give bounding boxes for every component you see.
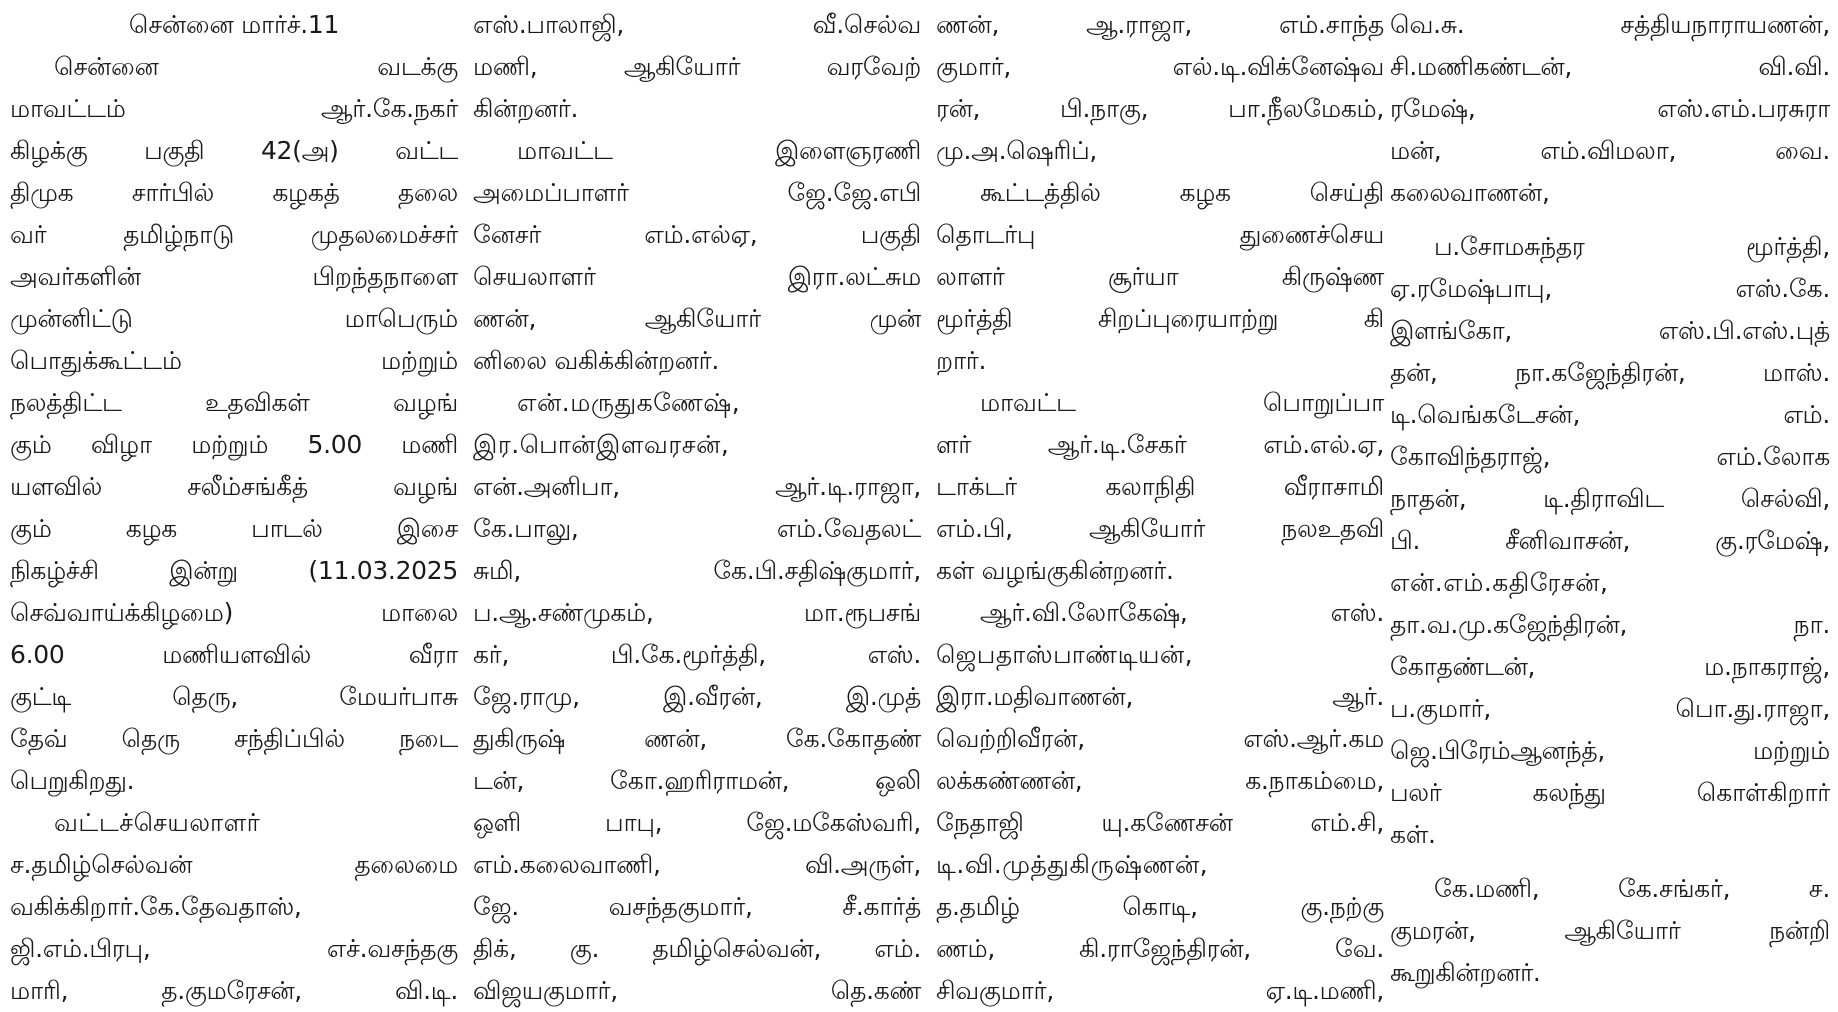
- text-line: சி.மணிகண்டன், வி.வி.: [1390, 52, 1830, 81]
- text-line: கோதண்டன், ம.நாகராஜ்,: [1390, 652, 1830, 681]
- text-line: இளங்கோ, எஸ்.பி.எஸ்.புத்: [1390, 316, 1830, 345]
- paragraph-gap: [1390, 856, 1830, 868]
- text-line: ணம், கி.ராஜேந்திரன், வே.: [936, 934, 1384, 963]
- text-line: மாவட்டம் ஆர்.கே.நகர்: [10, 94, 458, 123]
- text-line: மாவட்ட இளைஞரணி: [517, 136, 921, 165]
- text-line: என்.மருதுகணேஷ்,: [517, 388, 741, 417]
- text-line: சுமி, கே.பி.சதிஷ்குமார்,: [473, 556, 921, 585]
- text-line: பெறுகிறது.: [10, 766, 135, 795]
- text-line: நேதாஜி யு.கணேசன் எம்.சி,: [936, 808, 1384, 837]
- text-line: முன்னிட்டு மாபெரும்: [10, 304, 458, 333]
- text-line: கே.மணி, கே.சங்கர், ச.: [1434, 874, 1830, 903]
- text-line: கிழக்கு பகுதி 42(அ) வட்ட: [10, 136, 458, 165]
- text-line: அமைப்பாளர் ஜே.ஜே.எபி: [473, 178, 921, 207]
- text-line: ரன், பி.நாகு, பா.நீலமேகம்,: [936, 94, 1384, 123]
- text-line: லாளர் சூர்யா கிருஷ்ண: [936, 262, 1384, 291]
- text-line: வகிக்கிறார்.கே.தேவதாஸ்,: [10, 892, 302, 921]
- text-line: ஜெபதாஸ்பாண்டியன்,: [936, 640, 1194, 669]
- text-line: ஜி.எம்.பிரபு, எச்.வசந்தகு: [10, 934, 458, 963]
- text-line: நாதன், டி.திராவிட செல்வி,: [1390, 484, 1830, 513]
- text-line: எம்.கலைவாணி, வி.அருள்,: [473, 850, 921, 879]
- text-line: செயலாளர் இரா.லட்சும: [473, 262, 921, 291]
- text-line: சிவகுமார், ஏ.டி.மணி,: [936, 976, 1384, 1005]
- text-line: கலைவாணன்,: [1390, 178, 1550, 207]
- text-line: கர், பி.கே.மூர்த்தி, எஸ்.: [473, 640, 921, 669]
- text-line: மாரி, த.குமரேசன், வி.டி.: [10, 976, 458, 1005]
- text-line: மு.அ.ஷெரிப்,: [936, 136, 1098, 165]
- text-line: நிகழ்ச்சி இன்று (11.03.2025: [10, 556, 458, 585]
- text-line: பொதுக்கூட்டம் மற்றும்: [10, 346, 458, 375]
- text-line: ணன், ஆகியோர் முன்: [473, 304, 921, 333]
- text-line: ப.குமார், பொ.து.ராஜா,: [1390, 694, 1830, 723]
- text-line: தன், நா.கஜேந்திரன், மாஸ்.: [1390, 358, 1830, 387]
- text-line: கே.பாலு, எம்.வேதலட்: [473, 514, 921, 543]
- text-line: ஜே.ராமு, இ.வீரன், இ.முத்: [473, 682, 921, 711]
- text-line: கின்றனர்.: [473, 94, 579, 123]
- text-line: டி.வி.முத்துகிருஷ்ணன்,: [936, 850, 1209, 879]
- text-line: அவர்களின் பிறந்தநாளை: [10, 262, 458, 291]
- text-line: டி.வெங்கடேசன், எம்.: [1390, 400, 1830, 429]
- text-line: துகிருஷ் ணன், கே.கோதண்: [473, 724, 921, 753]
- text-line: ஒளி பாபு, ஜே.மகேஸ்வரி,: [473, 808, 921, 837]
- article-column-4: [1390, 4, 1830, 987]
- text-line: வட்டச்செயலாளர்: [54, 808, 261, 837]
- text-line: ப.ஆ.சண்முகம், மா.ரூபசங்: [473, 598, 921, 627]
- text-line: லக்கண்ணன், க.நாகம்மை,: [936, 766, 1384, 795]
- text-line: ஜே. வசந்தகுமார், சீ.கார்த்: [473, 892, 921, 921]
- text-line: இரா.மதிவாணன், ஆர்.: [936, 682, 1384, 711]
- text-line: டன், கோ.ஹரிராமன், ஒலி: [473, 766, 921, 795]
- text-line: ச.தமிழ்செல்வன் தலைமை: [10, 850, 458, 879]
- text-line: கும் விழா மற்றும் 5.00 மணி: [10, 430, 458, 459]
- text-line: ணன், ஆ.ராஜா, எம்.சாந்த: [936, 10, 1384, 39]
- text-line: த.தமிழ் கொடி, கு.நற்கு: [936, 892, 1384, 921]
- text-line: தொடர்பு துணைச்செய: [936, 220, 1384, 249]
- text-line: ஆர்.வி.லோகேஷ், எஸ்.: [980, 598, 1384, 627]
- paragraph-gap: [1390, 214, 1830, 226]
- text-line: செவ்வாய்க்கிழமை) மாலை: [10, 598, 458, 627]
- text-line: கூட்டத்தில் கழக செய்தி: [980, 178, 1384, 207]
- text-line: ளர் ஆர்.டி.சேகர் எம்.எல்.ஏ,: [936, 430, 1384, 459]
- text-line: ஜெ.பிரேம்ஆனந்த், மற்றும்: [1390, 736, 1830, 765]
- text-line: னேசர் எம்.எல்ஏ, பகுதி: [473, 220, 921, 249]
- text-line: மாவட்ட பொறுப்பா: [980, 388, 1384, 417]
- text-line: மூர்த்தி சிறப்புரையாற்று கி: [936, 304, 1384, 333]
- article-column-1: [10, 4, 458, 1005]
- text-line: குமார், எல்.டி.விக்னேஷ்வ: [936, 52, 1384, 81]
- text-line: திக், கு. தமிழ்செல்வன், எம்.: [473, 934, 921, 963]
- text-line: கூறுகின்றனர்.: [1390, 958, 1541, 987]
- article-column-3: [936, 4, 1384, 1005]
- text-line: ப.சோமசுந்தர மூர்த்தி,: [1434, 232, 1830, 261]
- text-line: னிலை வகிக்கின்றனர்.: [473, 346, 720, 375]
- text-line: என்.அனிபா, ஆர்.டி.ராஜா,: [473, 472, 921, 501]
- text-line: றார்.: [936, 346, 987, 375]
- text-line: டாக்டர் கலாநிதி வீராசாமி: [936, 472, 1384, 501]
- text-line: கள்.: [1390, 820, 1436, 849]
- text-line: கள் வழங்குகின்றனர்.: [936, 556, 1174, 585]
- text-line: கோவிந்தராஜ், எம்.லோக: [1390, 442, 1830, 471]
- text-line: குமரன், ஆகியோர் நன்றி: [1390, 916, 1830, 945]
- text-line: எஸ்.பாலாஜி, வீ.செல்வ: [473, 10, 921, 39]
- text-line: என்.எம்.கதிரேசன்,: [1390, 568, 1609, 597]
- text-line: விஜயகுமார், தெ.கண்: [473, 976, 921, 1005]
- text-line: தா.வ.மு.கஜேந்திரன், நா.: [1390, 610, 1830, 639]
- text-line: குட்டி தெரு, மேயர்பாசு: [10, 682, 458, 711]
- text-line: எம்.பி, ஆகியோர் நலஉதவி: [936, 514, 1384, 543]
- text-line: பி. சீனிவாசன், கு.ரமேஷ்,: [1390, 526, 1830, 555]
- text-line: மன், எம்.விமலா, வை.: [1390, 136, 1830, 165]
- text-line: ஏ.ரமேஷ்பாபு, எஸ்.கே.: [1390, 274, 1830, 303]
- text-line: தேவ் தெரு சந்திப்பில் நடை: [10, 724, 458, 753]
- dateline: சென்னை மார்ச்.11: [128, 10, 340, 39]
- text-line: சென்னை வடக்கு: [54, 52, 458, 81]
- text-line: மணி, ஆகியோர் வரவேற்: [473, 52, 921, 81]
- text-line: திமுக சார்பில் கழகத் தலை: [10, 178, 458, 207]
- text-line: இர.பொன்இளவரசன்,: [473, 430, 730, 459]
- text-line: 6.00 மணியளவில் வீரா: [10, 640, 458, 669]
- text-line: பலர் கலந்து கொள்கிறார்: [1390, 778, 1830, 807]
- text-line: நலத்திட்ட உதவிகள் வழங்: [10, 388, 458, 417]
- text-line: கும் கழக பாடல் இசை: [10, 514, 458, 543]
- text-line: வர் தமிழ்நாடு முதலமைச்சர்: [10, 220, 458, 249]
- article-column-2: [473, 4, 921, 1005]
- text-line: வெ.சு. சத்தியநாராயணன்,: [1390, 10, 1830, 39]
- text-line: ரமேஷ், எஸ்.எம்.பரசுரா: [1390, 94, 1830, 123]
- text-line: வெற்றிவீரன், எஸ்.ஆர்.கம: [936, 724, 1384, 753]
- text-line: யளவில் சலீம்சங்கீத் வழங்: [10, 472, 458, 501]
